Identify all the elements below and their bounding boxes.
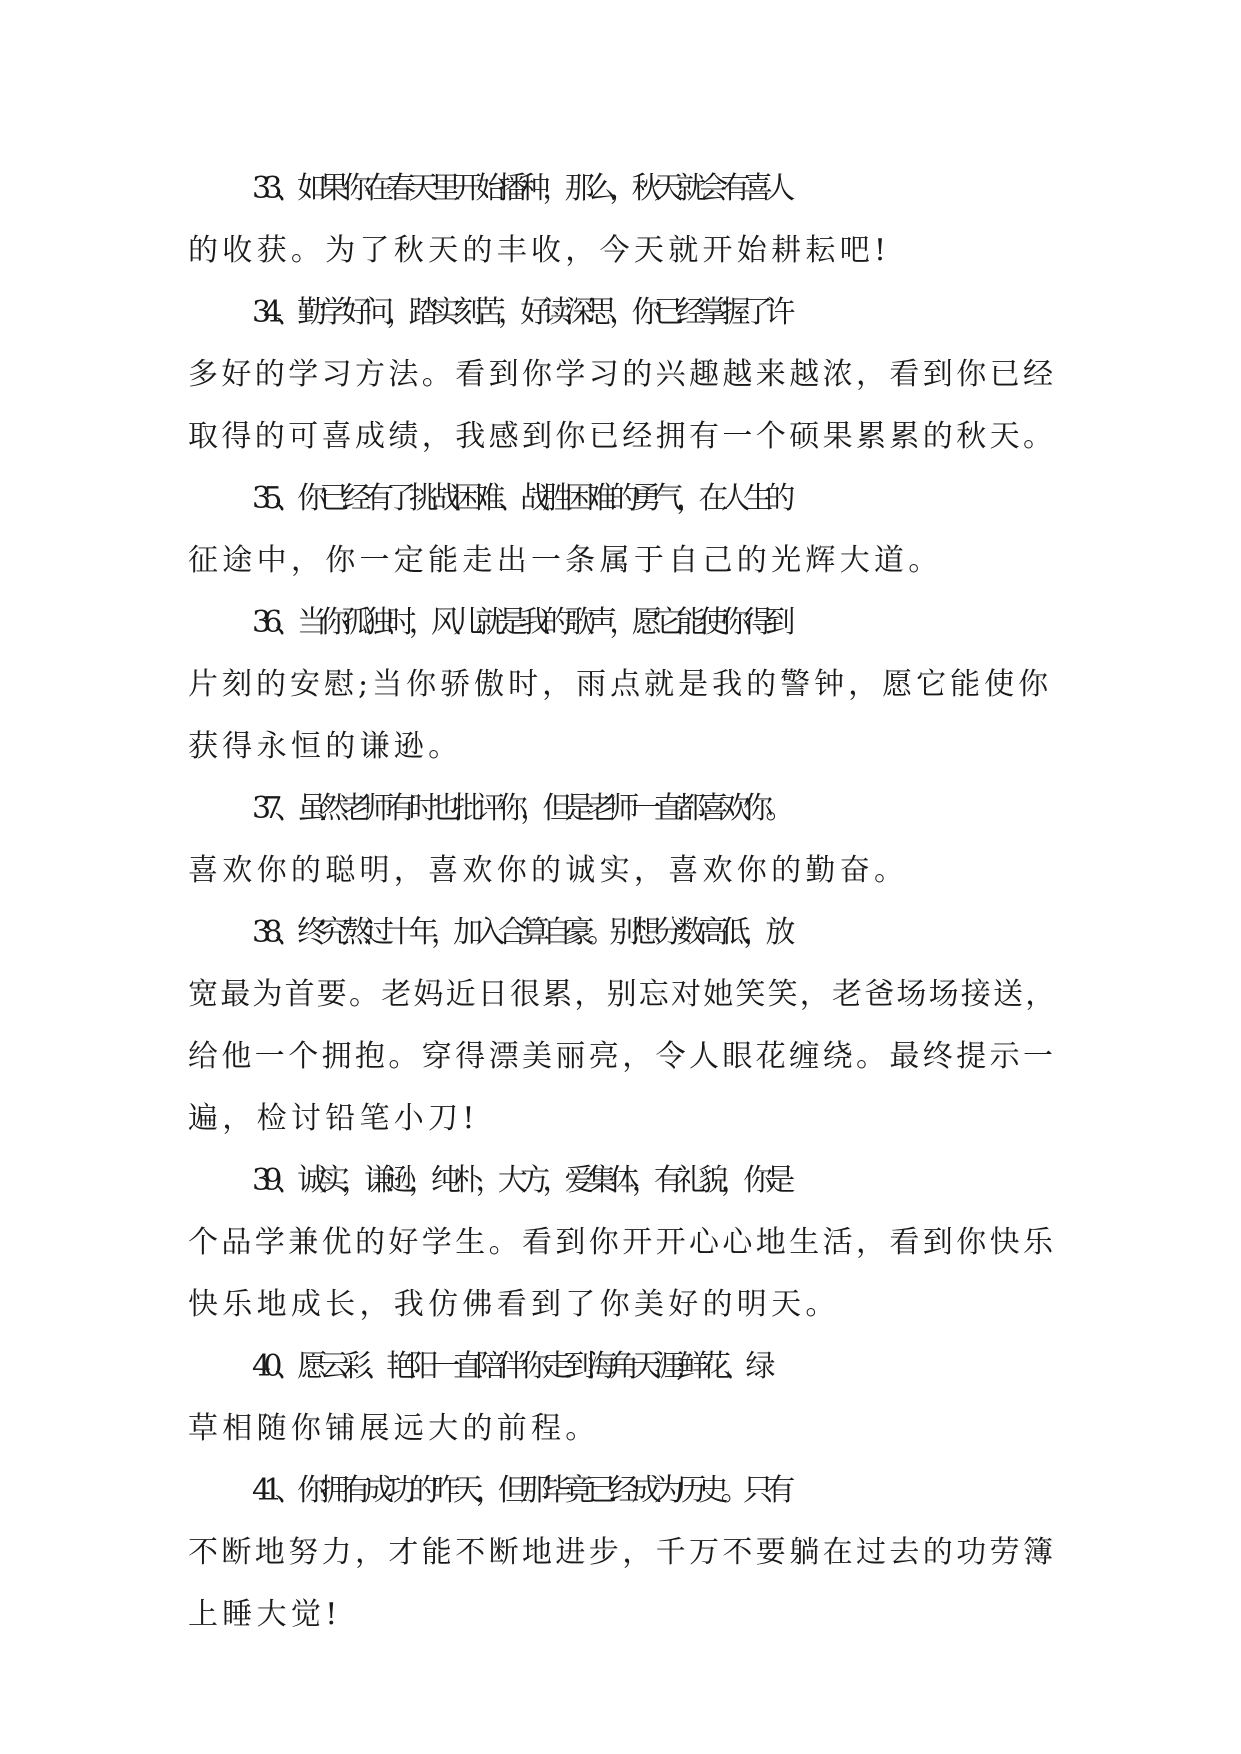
paragraph-line: 草相随你铺展远大的前程。 bbox=[188, 1411, 600, 1446]
paragraph-line: 40、愿云彩、艳阳一直陪伴你走到海角天涯;鲜花、绿 bbox=[252, 1349, 768, 1384]
paragraph-37 bbox=[188, 778, 1056, 902]
paragraph-line: 39、诚实，谦逊，纯朴，大方，爱集体，有礼貌，你是 bbox=[252, 1163, 788, 1198]
paragraph-line: 不断地努力，才能不断地进步，千万不要躺在过去的功劳簿 bbox=[188, 1535, 1057, 1570]
paragraph-36 bbox=[188, 592, 1056, 778]
paragraph-line: 35、你已经有了挑战困难、战胜困难的勇气，在人生的 bbox=[252, 481, 788, 516]
paragraph-line: 多好的学习方法。看到你学习的兴趣越来越浓，看到你已经 bbox=[188, 357, 1057, 392]
paragraph-line: 38、终究熬过十年，加入合算自豪。别想分数高低，放 bbox=[252, 915, 788, 950]
paragraph-line: 37、虽然老师有时也批评你，但是老师一直都喜欢你。 bbox=[252, 791, 788, 826]
paragraph-line: 片刻的安慰;当你骄傲时，雨点就是我的警钟，愿它能使你 bbox=[188, 667, 1053, 702]
paragraph-33 bbox=[188, 158, 1056, 282]
paragraph-line: 快乐地成长，我仿佛看到了你美好的明天。 bbox=[188, 1287, 840, 1322]
paragraph-line: 的收获。为了秋天的丰收，今天就开始耕耘吧! bbox=[188, 233, 891, 268]
paragraph-38 bbox=[188, 902, 1056, 1150]
paragraph-40 bbox=[188, 1336, 1056, 1460]
paragraph-line: 取得的可喜成绩，我感到你已经拥有一个硕果累累的秋天。 bbox=[188, 419, 1057, 454]
paragraph-line: 喜欢你的聪明，喜欢你的诚实，喜欢你的勤奋。 bbox=[188, 853, 909, 888]
paragraph-39 bbox=[188, 1150, 1056, 1336]
paragraph-line: 34、勤学好问，踏实刻苦，好读深思，你已经掌握了许 bbox=[252, 295, 788, 330]
paragraph-line: 36、当你孤独时，风儿就是我的歌声，愿它能使你得到 bbox=[252, 605, 788, 640]
paragraph-34 bbox=[188, 282, 1056, 468]
paragraph-35 bbox=[188, 468, 1056, 592]
paragraph-line: 获得永恒的谦逊。 bbox=[188, 729, 463, 764]
paragraph-line: 征途中，你一定能走出一条属于自己的光辉大道。 bbox=[188, 543, 943, 578]
paragraph-line: 给他一个拥抱。穿得漂美丽亮，令人眼花缠绕。最终提示一 bbox=[188, 1039, 1057, 1074]
paragraph-line: 宽最为首要。老妈近日很累，别忘对她笑笑，老爸场场接送， bbox=[188, 977, 1058, 1012]
paragraph-line: 上睡大觉! bbox=[188, 1597, 342, 1632]
paragraph-41 bbox=[188, 1460, 1056, 1646]
paragraph-line: 遍，检讨铅笔小刀! bbox=[188, 1101, 479, 1136]
paragraph-line: 33、如果你在春天里开始播种，那么，秋天就会有喜人 bbox=[252, 171, 788, 206]
paragraph-line: 41、你拥有成功的昨天，但那毕竟已经成为历史。只有 bbox=[252, 1473, 788, 1508]
paragraph-line: 个品学兼优的好学生。看到你开开心心地生活，看到你快乐 bbox=[188, 1225, 1057, 1260]
document-body bbox=[188, 158, 1056, 1646]
